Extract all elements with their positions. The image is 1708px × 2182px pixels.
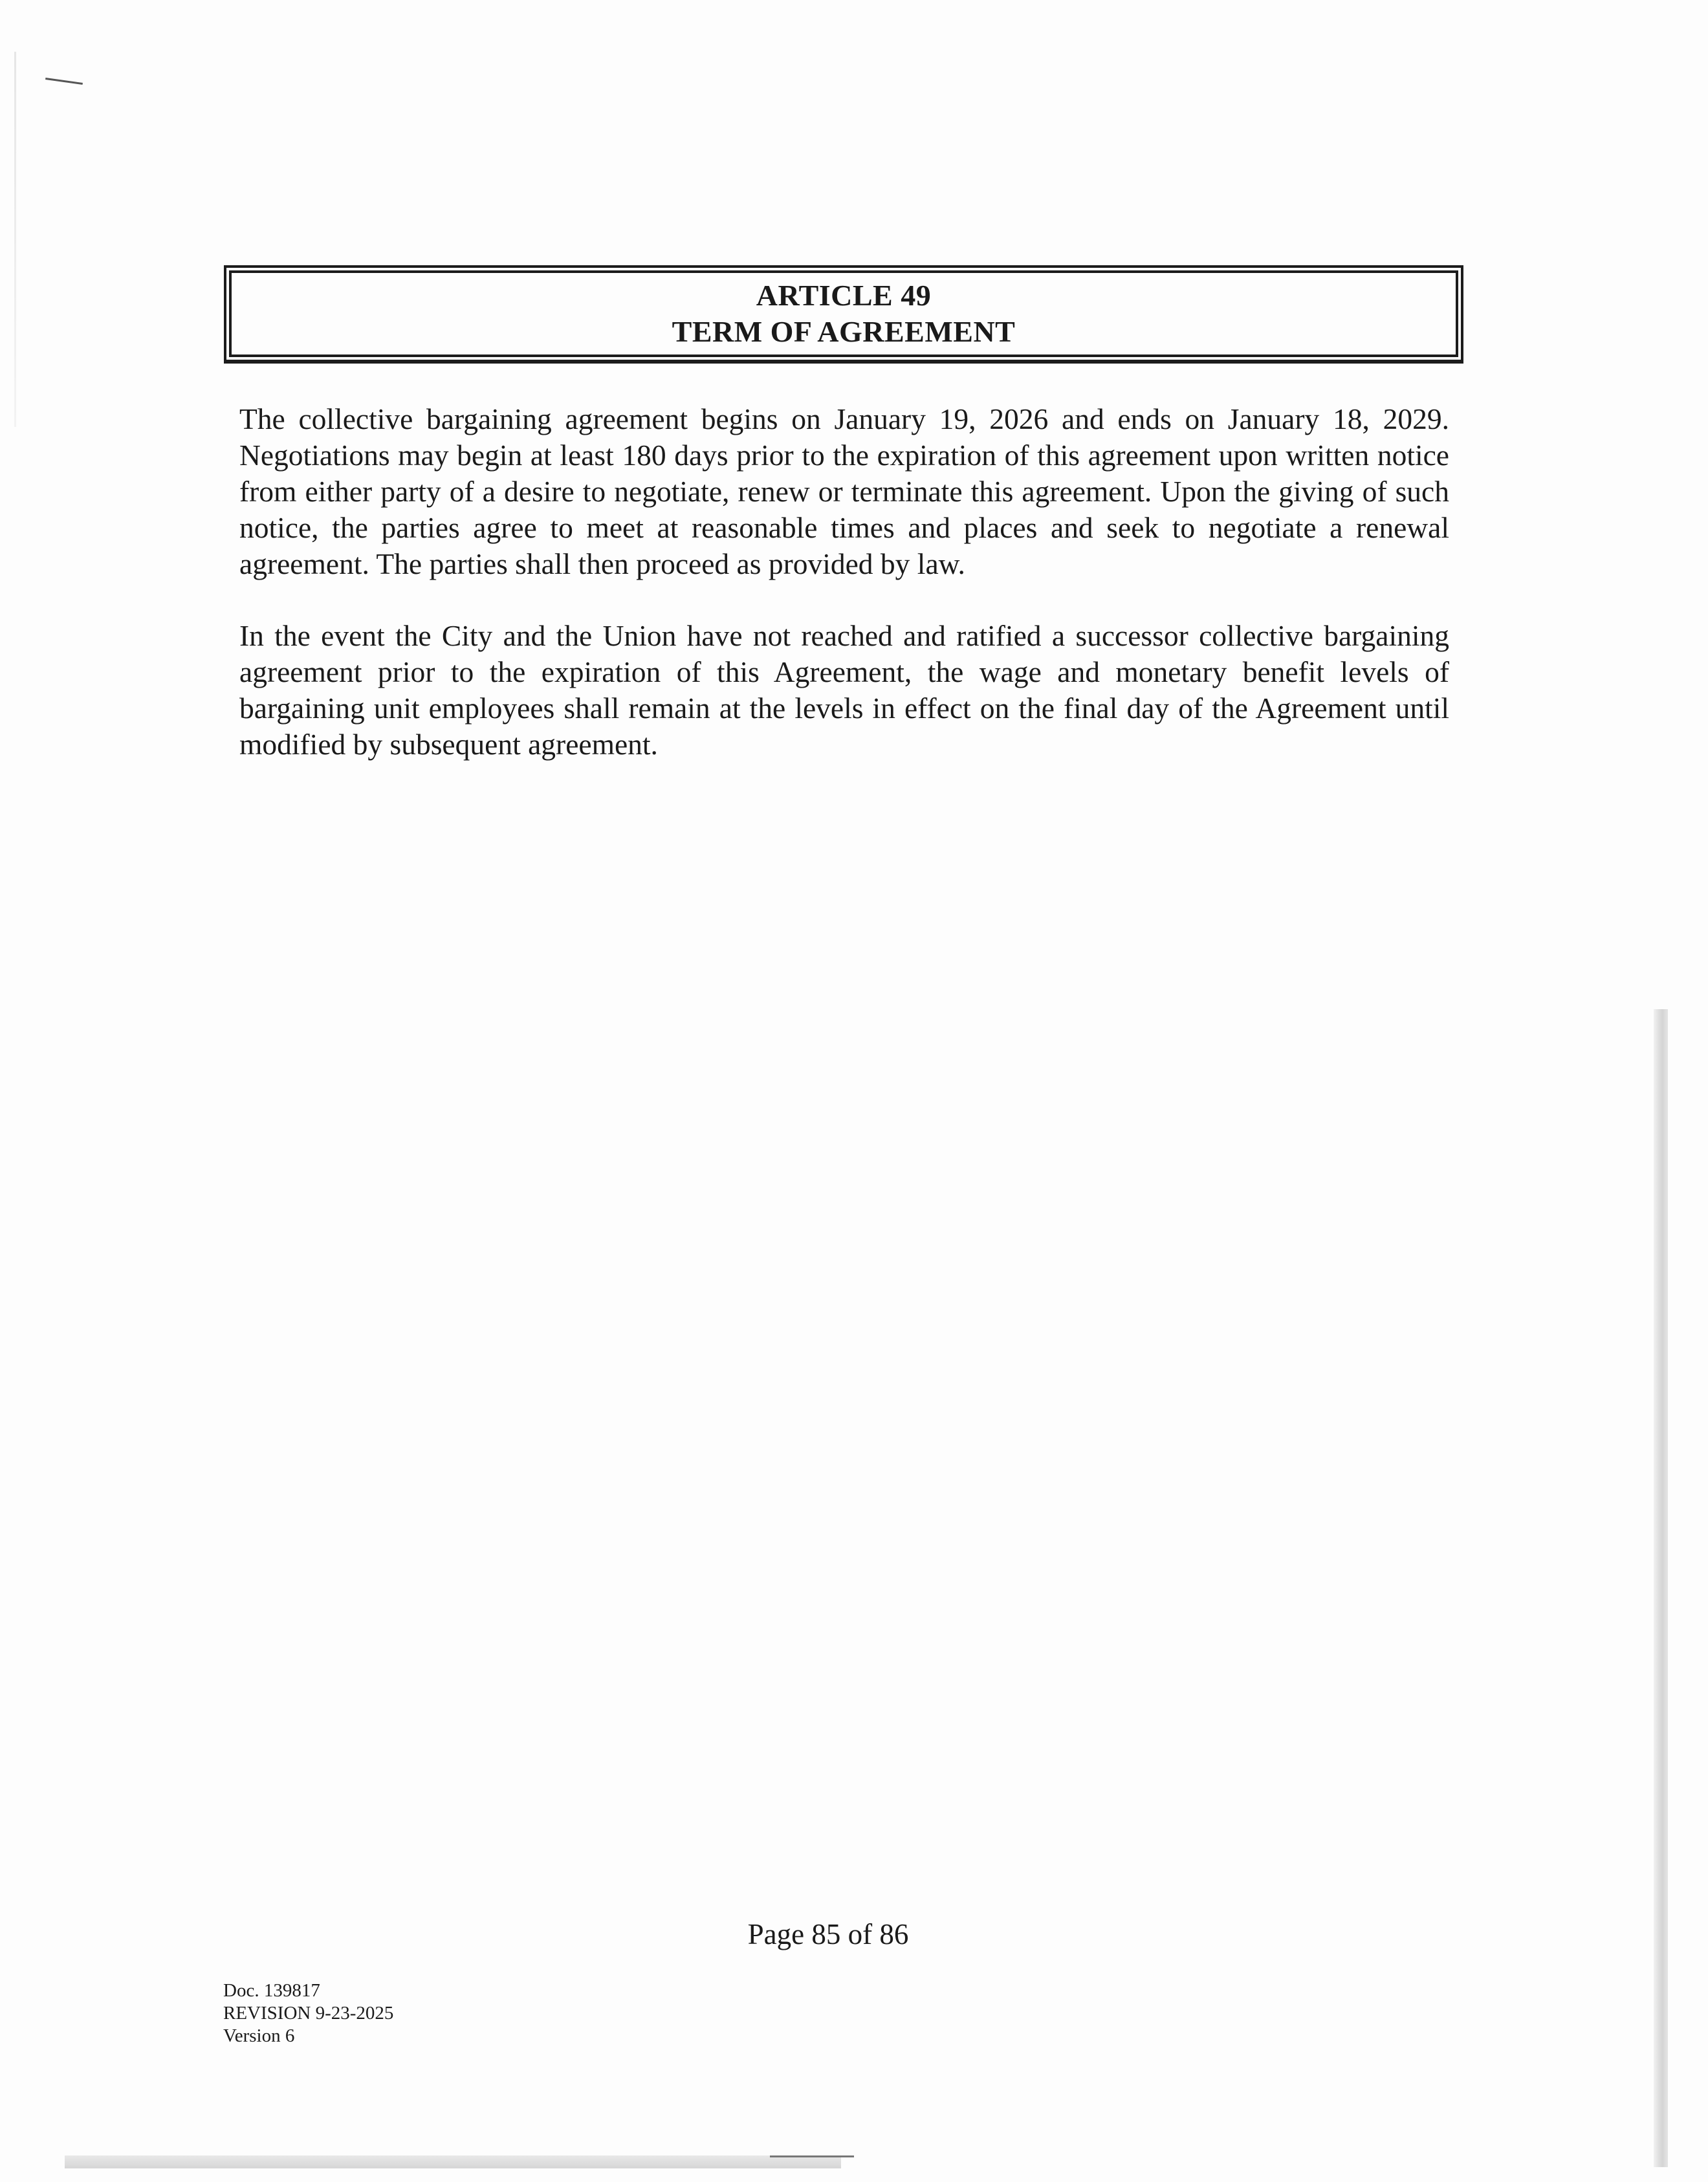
scan-edge-right <box>1654 1009 1668 2167</box>
body-paragraph-1: The collective bargaining agreement begins on January 19, 2026 and ends on January 18, 2029. Negotiations may begin at least 180 days prior to the expiration of this agreement upon written notice from either party of a desire to negotiate, renew or terminate this agreement. Upon the giving of such notice, the parties agree to meet at reasonable times and places and seek to negotiate a renewal agreement. The parties shall then proceed as provided by law. <box>239 402 1449 580</box>
doc-number: Doc. 139817 <box>223 1980 320 2001</box>
scan-mark-bottom <box>770 2155 854 2157</box>
doc-version: Version 6 <box>223 2025 295 2046</box>
article-title: TERM OF AGREEMENT <box>672 315 1016 348</box>
doc-revision: REVISION 9-23-2025 <box>223 2003 394 2024</box>
page-number: Page 85 of 86 <box>747 1918 909 1950</box>
article-heading-box <box>224 265 1463 362</box>
scan-edge-left <box>14 52 16 427</box>
document-info <box>223 1980 393 2047</box>
article-number: ARTICLE 49 <box>756 279 932 312</box>
scan-edge-bottom <box>65 2155 841 2168</box>
heading-box-shadow <box>224 361 1463 364</box>
body-paragraph-2: In the event the City and the Union have not reached and ratified a successor collective bargaining agreement prior to the expiration of this Agreement, the wage and monetary benefit levels of bargaining unit employees shall remain at the levels in effect on the final day of the Agreement until modified by subsequent agreement. <box>239 619 1449 761</box>
scan-mark-top <box>45 78 83 85</box>
